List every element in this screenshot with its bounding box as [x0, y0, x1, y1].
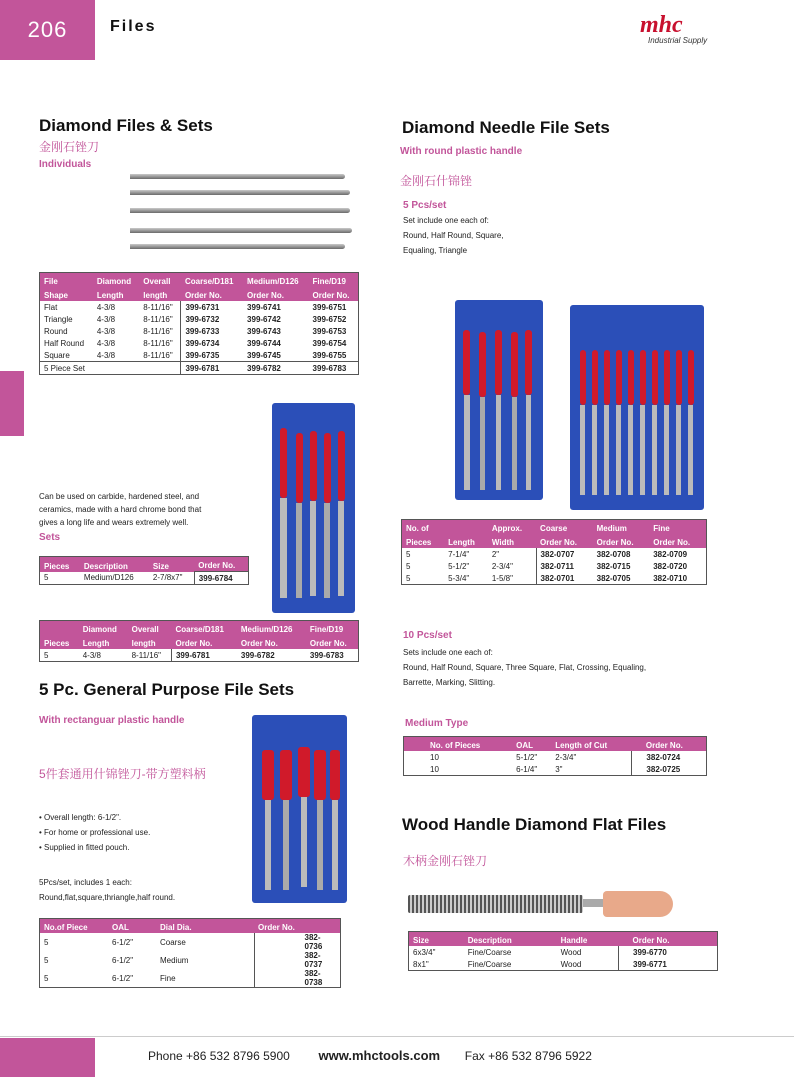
cell: Fine/Coarse [467, 947, 512, 957]
col-header: Pieces [40, 557, 80, 572]
cell: 399-6781 [171, 649, 236, 662]
includes-line: Round,flat,square,thriangle,half round. [39, 893, 176, 902]
table-row [40, 951, 341, 969]
col-header: Order No. [181, 287, 243, 301]
table-row [40, 572, 249, 585]
cell: Half Round [44, 338, 85, 348]
cell: 399-6751 [312, 302, 347, 312]
cell: 382-0715 [596, 561, 631, 571]
cell: 399-6742 [247, 314, 281, 324]
cell: 6x3/4" [413, 947, 436, 957]
footer-contact [148, 1048, 592, 1063]
col-header: Shape [40, 287, 93, 301]
cell: 382-0701 [536, 572, 593, 585]
cell: 399-6783 [309, 362, 359, 375]
five-pcs-description [403, 214, 504, 259]
col-header: Coarse/D181 [181, 273, 243, 288]
table-row [40, 337, 359, 349]
desc-line: ceramics, made with a hard chrome bond that [39, 505, 202, 514]
cell: 399-6782 [243, 362, 309, 375]
cell: 8-11/16" [143, 350, 173, 360]
sets-table [39, 556, 249, 585]
cell: 6-1/4" [516, 764, 538, 774]
col-header: Overall [139, 273, 181, 288]
general-purpose-bullets [39, 811, 150, 856]
table-row [40, 301, 359, 313]
general-purpose-includes [39, 876, 175, 906]
col-header: Order No. [306, 635, 359, 649]
cell: 399-6732 [181, 313, 243, 325]
logo-text: mhc [640, 12, 683, 38]
cell: 399-6770 [619, 946, 718, 958]
diamond-files-cn: 金刚石锉刀 [39, 140, 100, 154]
cell: 399-6781 [181, 362, 243, 375]
col-header: Medium [593, 520, 650, 535]
desc-line: Barrette, Marking, Slitting. [403, 678, 496, 687]
cell: 382-0725 [632, 763, 707, 776]
col-header: Description [464, 932, 557, 947]
col-header: Handle [557, 932, 619, 947]
col-header: Length [79, 635, 128, 649]
cell: 4-3/8 [96, 350, 116, 360]
sets-label: Sets [39, 532, 61, 543]
wood-handle-file-photo [408, 885, 678, 925]
col-header: Length [444, 534, 488, 548]
needle-five-set-photo [455, 300, 543, 500]
sets-table-2 [39, 620, 359, 662]
cell: 382-0708 [596, 549, 631, 559]
footer-divider [0, 1036, 794, 1037]
col-header: Order No. [593, 534, 650, 548]
cell: Medium [160, 955, 189, 965]
col-header: length [128, 635, 172, 649]
medium-type-label: Medium Type [405, 718, 469, 729]
table-row [40, 362, 359, 375]
col-header: File [40, 273, 93, 288]
cell: 4-3/8 [96, 338, 116, 348]
col-header: Size [409, 932, 464, 947]
cell: Fine/Coarse [467, 959, 512, 969]
col-header [444, 520, 488, 535]
cell: 399-6735 [181, 349, 243, 362]
col-header: Diamond [79, 621, 128, 636]
col-header: Length of Cut [551, 737, 632, 752]
col-header: Diamond [93, 273, 139, 288]
needle-sets-cn: 金刚石什锦锉 [400, 174, 473, 188]
cell: 5-1/2" [516, 752, 538, 762]
cell: 5 [406, 549, 411, 559]
cell: 399-6752 [312, 314, 347, 324]
general-purpose-cn: 5件套通用什锦锉刀-带方塑料柄 [39, 767, 206, 781]
brand-logo [640, 14, 720, 48]
cell: 399-6731 [181, 301, 243, 313]
col-header: Order No. [536, 534, 593, 548]
table-row [402, 560, 707, 572]
cell: 5 [44, 955, 49, 965]
cell: 382-0736 [254, 933, 341, 951]
cell: 5 Piece Set [40, 362, 181, 375]
cell: Flat [44, 302, 58, 312]
col-header: Fine [649, 520, 706, 535]
col-header: Order No. [649, 534, 706, 548]
individuals-label: Individuals [39, 159, 92, 170]
cell: Round [44, 326, 68, 336]
cell: Square [44, 350, 70, 360]
cell: 5 [44, 650, 49, 660]
cell: 6-1/2" [112, 973, 134, 983]
general-purpose-photo [252, 715, 347, 903]
col-header: length [139, 287, 181, 301]
table-row [402, 548, 707, 560]
diamond-set-photo [272, 403, 355, 613]
cell: 8-11/16" [143, 302, 173, 312]
desc-line: Sets include one each of: [403, 648, 493, 657]
cell: 2-3/4" [555, 752, 577, 762]
wood-handle-table [408, 931, 718, 971]
logo-subtitle: Industrial Supply [648, 36, 708, 45]
desc-line: Round, Half Round, Square, Three Square, Flat, Crossing, Equaling, [403, 663, 647, 672]
cell: 4-3/8 [96, 314, 116, 324]
col-header: Order No. [243, 287, 309, 301]
side-tab [0, 371, 24, 436]
cell: Fine [160, 973, 176, 983]
col-header: Approx. [488, 520, 536, 535]
cell: Coarse [160, 937, 186, 947]
cell: 399-6744 [247, 338, 281, 348]
cell: 1-5/8" [491, 573, 513, 583]
cell: 399-6782 [240, 650, 275, 660]
cell: 399-6753 [312, 326, 347, 336]
desc-line: Round, Half Round, Square, [403, 231, 504, 240]
col-header: OAL [108, 919, 156, 934]
general-purpose-table [39, 918, 341, 988]
cell: 399-6784 [194, 572, 248, 585]
wood-handle-title: Wood Handle Diamond Flat Files [402, 815, 667, 834]
cell: 382-0710 [653, 573, 688, 583]
col-header: Order No. [309, 287, 359, 301]
col-header: Fine/D19 [309, 273, 359, 288]
cell: 382-0707 [536, 548, 593, 560]
cell: 2-7/8x7" [152, 573, 183, 583]
col-header: Overall [128, 621, 172, 636]
col-header: Order No. [194, 557, 248, 572]
col-header: Size [149, 557, 194, 572]
cell: 382-0738 [254, 969, 341, 988]
cell: 10 [430, 764, 439, 774]
cell: 399-6743 [247, 326, 281, 336]
desc-line: gives a long life and wears extremely well. [39, 518, 189, 527]
cell: 399-6734 [181, 337, 243, 349]
ten-pcs-label: 10 Pcs/set [403, 630, 452, 641]
cell: 10 [430, 752, 439, 762]
table-row [409, 958, 718, 971]
cell: 399-6754 [312, 338, 347, 348]
table-row [40, 325, 359, 337]
table-row [40, 349, 359, 362]
diamond-files-title: Diamond Files & Sets [39, 116, 213, 135]
col-header: Length [93, 287, 139, 301]
includes-line: 5Pcs/set, includes 1 each: [39, 878, 132, 887]
col-header: No. of Pieces [404, 737, 513, 752]
cell: 2" [491, 549, 500, 559]
desc-line: Equaling, Triangle [403, 246, 468, 255]
cell: 399-6733 [181, 325, 243, 337]
cell: 8-11/16" [143, 314, 173, 324]
cell: 4-3/8 [82, 650, 101, 660]
col-header: Coarse [536, 520, 593, 535]
ten-pcs-description [403, 646, 646, 691]
diamond-files-table [39, 272, 359, 375]
cell: 399-6745 [247, 350, 281, 360]
wood-handle-cn: 木柄金刚石锉刀 [403, 854, 488, 868]
col-header: Order No. [237, 635, 306, 649]
col-header: Medium/D126 [237, 621, 306, 636]
footer-fax: Fax +86 532 8796 5922 [464, 1049, 592, 1063]
section-title: Files [110, 18, 157, 35]
needle-ten-set-photo [570, 305, 704, 510]
bullet-item: • For home or professional use. [39, 828, 151, 837]
cell: 8x1" [413, 959, 429, 969]
cell: 5-1/2" [448, 561, 470, 571]
col-header: Order No. [632, 737, 707, 752]
cell: 4-3/8 [96, 326, 116, 336]
cell: 382-0720 [653, 561, 688, 571]
needle-sets-subtitle: With round plastic handle [400, 146, 523, 157]
table-row [402, 572, 707, 585]
diamond-files-photo [125, 170, 355, 255]
cell: 8-11/16" [143, 326, 173, 336]
cell: Wood [560, 947, 582, 957]
cell: Medium/D126 [83, 573, 134, 583]
cell: 382-0711 [536, 560, 593, 572]
bullet-item: • Supplied in fitted pouch. [39, 843, 130, 852]
diamond-files-description [39, 490, 259, 529]
footer-phone: Phone +86 532 8796 5900 [148, 1049, 290, 1063]
cell: 399-6741 [247, 302, 281, 312]
general-purpose-subtitle: With rectanguar plastic handle [39, 715, 185, 726]
col-header: Dial Dia. [156, 919, 254, 934]
cell: 382-0737 [254, 951, 341, 969]
cell: 6-1/2" [112, 937, 134, 947]
cell: 6-1/2" [112, 955, 134, 965]
cell: 2-3/4" [491, 561, 513, 571]
cell: 5 [44, 973, 49, 983]
col-header: Coarse/D181 [171, 621, 236, 636]
cell: 3" [555, 764, 563, 774]
table-row [40, 969, 341, 988]
col-header: Width [488, 534, 536, 548]
col-header: No.of Piece [40, 919, 109, 934]
cell: 5 [406, 573, 411, 583]
cell: 399-6755 [312, 350, 347, 360]
cell: 7-1/4" [448, 549, 470, 559]
footer-tab [0, 1038, 95, 1077]
cell: 8-11/16" [143, 338, 173, 348]
medium-type-table [403, 736, 707, 776]
cell: 8-11/16" [131, 650, 161, 660]
cell: 382-0705 [596, 573, 631, 583]
col-header: OAL [512, 737, 551, 752]
cell: 5 [44, 937, 49, 947]
table-row [404, 751, 707, 763]
cell: 382-0724 [632, 751, 707, 763]
desc-line: Can be used on carbide, hardened steel, and [39, 492, 200, 501]
cell: Triangle [44, 314, 73, 324]
col-header: Description [80, 557, 149, 572]
cell: Wood [560, 959, 582, 969]
needle-sets-table [401, 519, 707, 585]
cell: 382-0709 [653, 549, 688, 559]
cell: 4-3/8 [96, 302, 116, 312]
col-header: No. of [402, 520, 445, 535]
general-purpose-title: 5 Pc. General Purpose File Sets [39, 680, 295, 699]
col-header [40, 621, 79, 636]
five-pcs-label: 5 Pcs/set [403, 200, 447, 211]
table-row [40, 933, 341, 951]
cell: 5 [44, 573, 49, 583]
col-header: Fine/D19 [306, 621, 359, 636]
cell: 399-6783 [309, 650, 344, 660]
footer-website[interactable]: www.mhctools.com [318, 1048, 441, 1063]
cell: 5-3/4" [448, 573, 470, 583]
col-header: Order No. [619, 932, 718, 947]
table-row [40, 649, 359, 662]
col-header: Medium/D126 [243, 273, 309, 288]
table-row [404, 763, 707, 776]
page-number: 206 [0, 0, 95, 60]
col-header: Pieces [40, 635, 79, 649]
table-row [40, 313, 359, 325]
cell: 399-6771 [619, 958, 718, 971]
needle-sets-title: Diamond Needle File Sets [402, 118, 610, 137]
cell: 5 [406, 561, 411, 571]
table-row [409, 946, 718, 958]
col-header: Order No. [171, 635, 236, 649]
bullet-item: • Overall length: 6-1/2". [39, 813, 122, 822]
col-header: Pieces [402, 534, 445, 548]
desc-line: Set include one each of: [403, 216, 489, 225]
col-header: Order No. [254, 919, 341, 934]
